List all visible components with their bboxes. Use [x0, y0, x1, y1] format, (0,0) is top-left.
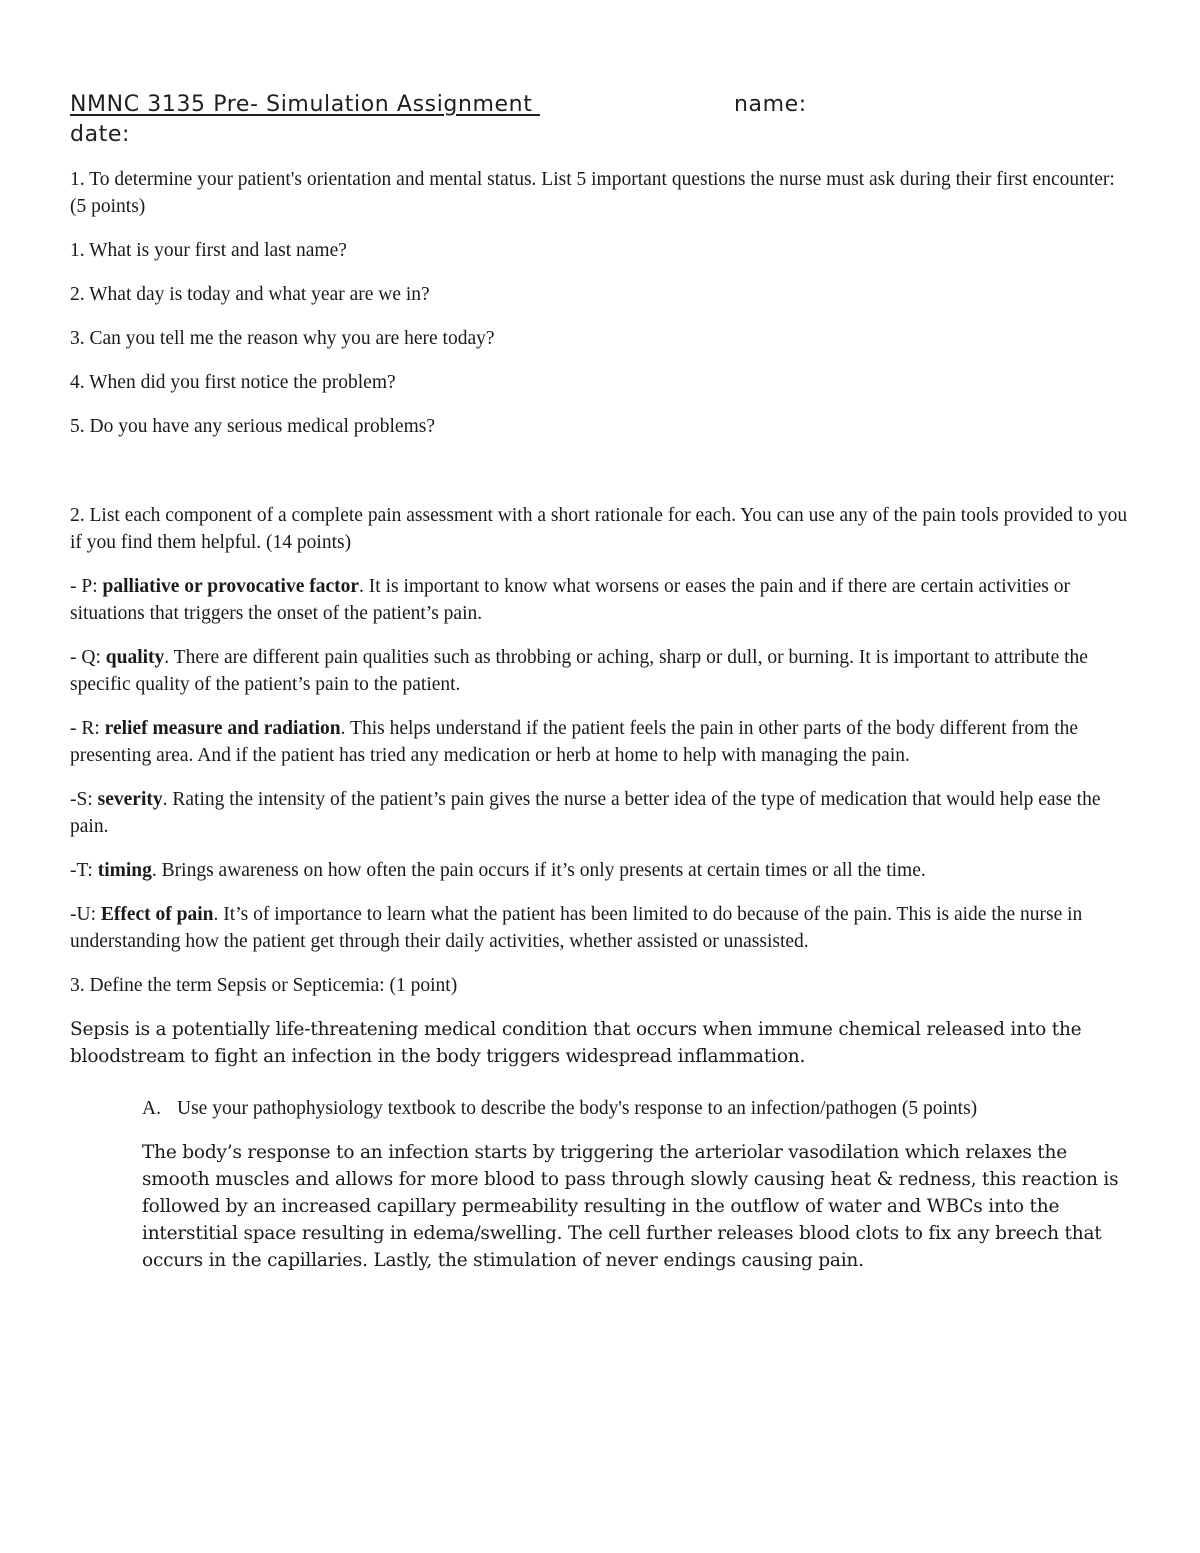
pain-component-prefix: -T: — [70, 860, 98, 881]
list-marker: A. — [142, 1098, 161, 1119]
question-3a-answer: The body’s response to an infection starts by triggering the arteriolar vasodilation which relaxes the smooth muscles and allows for more blood to pass through slowly causing heat & redness, this reaction is followed by an increased capillary permeability resulting in the outflow of water and WBCs into the interstitial space resulting in edema/swelling. The cell further releases blood clots to fix any breech that occurs in the capillaries. Lastly, the stimulation of never endings causing pain. — [142, 1142, 1119, 1271]
pain-component-term: timing — [97, 860, 152, 881]
question-1-answer-5: 5. Do you have any serious medical problems? — [70, 416, 435, 437]
pain-component-rationale: . This helps understand if the patient feels the pain in other parts of the body different from the presenting area. And if the patient has tried any medication or herb at home to help with managing the pain. — [70, 718, 1079, 766]
pain-component-r — [70, 715, 1130, 769]
question-3-prompt: 3. Define the term Sepsis or Septicemia: (1 point) — [70, 975, 458, 996]
pain-component-prefix: -S: — [70, 789, 98, 810]
pain-component-prefix: -U: — [70, 904, 101, 925]
name-label: name: — [734, 92, 807, 117]
pain-component-rationale: . It’s of importance to learn what the patient has been limited to do because of the pain. This is aide the nurse in understanding how the patient get through their daily activities, whether assisted or unassisted. — [70, 904, 1083, 952]
pain-component-s — [70, 786, 1130, 840]
assignment-title: NMNC 3135 Pre- Simulation Assignment — [70, 92, 541, 117]
pain-component-prefix: - R: — [70, 718, 105, 739]
pain-component-u — [70, 901, 1130, 955]
pain-component-term: relief measure and radiation — [104, 718, 341, 739]
pain-component-term: severity — [97, 789, 163, 810]
question-1-answer-3: 3. Can you tell me the reason why you are here today? — [70, 328, 495, 349]
pain-component-term: quality — [105, 647, 165, 668]
pain-component-q — [70, 644, 1130, 698]
pain-component-rationale: . Rating the intensity of the patient’s pain gives the nurse a better idea of the type of medication that would help ease the pain. — [70, 789, 1101, 837]
pain-component-term: palliative or provocative factor — [102, 576, 360, 597]
pain-component-t — [70, 857, 1130, 884]
pain-component-prefix: - Q: — [70, 647, 106, 668]
pain-component-rationale: . It is important to know what worsens or eases the pain and if there are certain activities or situations that triggers the onset of the patient’s pain. — [70, 576, 1071, 624]
question-1-answer-4: 4. When did you first notice the problem? — [70, 372, 396, 393]
question-1-answer-2: 2. What day is today and what year are we in? — [70, 284, 430, 305]
question-1-answer-1: 1. What is your first and last name? — [70, 240, 347, 261]
date-label: date: — [70, 122, 131, 147]
pain-component-term: Effect of pain — [100, 904, 214, 925]
question-3a-prompt — [142, 1095, 1130, 1122]
pain-component-prefix: - P: — [70, 576, 103, 597]
pain-component-rationale: . Brings awareness on how often the pain occurs if it’s only presents at certain times or all the time. — [151, 860, 926, 881]
sepsis-definition: Sepsis is a potentially life-threatening medical condition that occurs when immune chemical released into the bloodstream to fight an infection in the body triggers widespread inflammation. — [70, 1019, 1082, 1067]
pain-component-p — [70, 573, 1130, 627]
question-1-prompt: 1. To determine your patient's orientation and mental status. List 5 important questions the nurse must ask during their first encounter: (5 points) — [70, 169, 1115, 217]
pain-component-rationale: . There are different pain qualities such as throbbing or aching, sharp or dull, or burning. It is important to attribute the specific quality of the patient’s pain to the patient. — [70, 647, 1088, 695]
question-2-prompt: 2. List each component of a complete pain assessment with a short rationale for each. You can use any of the pain tools provided to you if you find them helpful. (14 points) — [70, 505, 1128, 553]
document-page — [70, 90, 1130, 1274]
question-3a-text: Use your pathophysiology textbook to describe the body's response to an infection/pathogen (5 points) — [177, 1098, 978, 1119]
document-header — [70, 90, 1130, 150]
